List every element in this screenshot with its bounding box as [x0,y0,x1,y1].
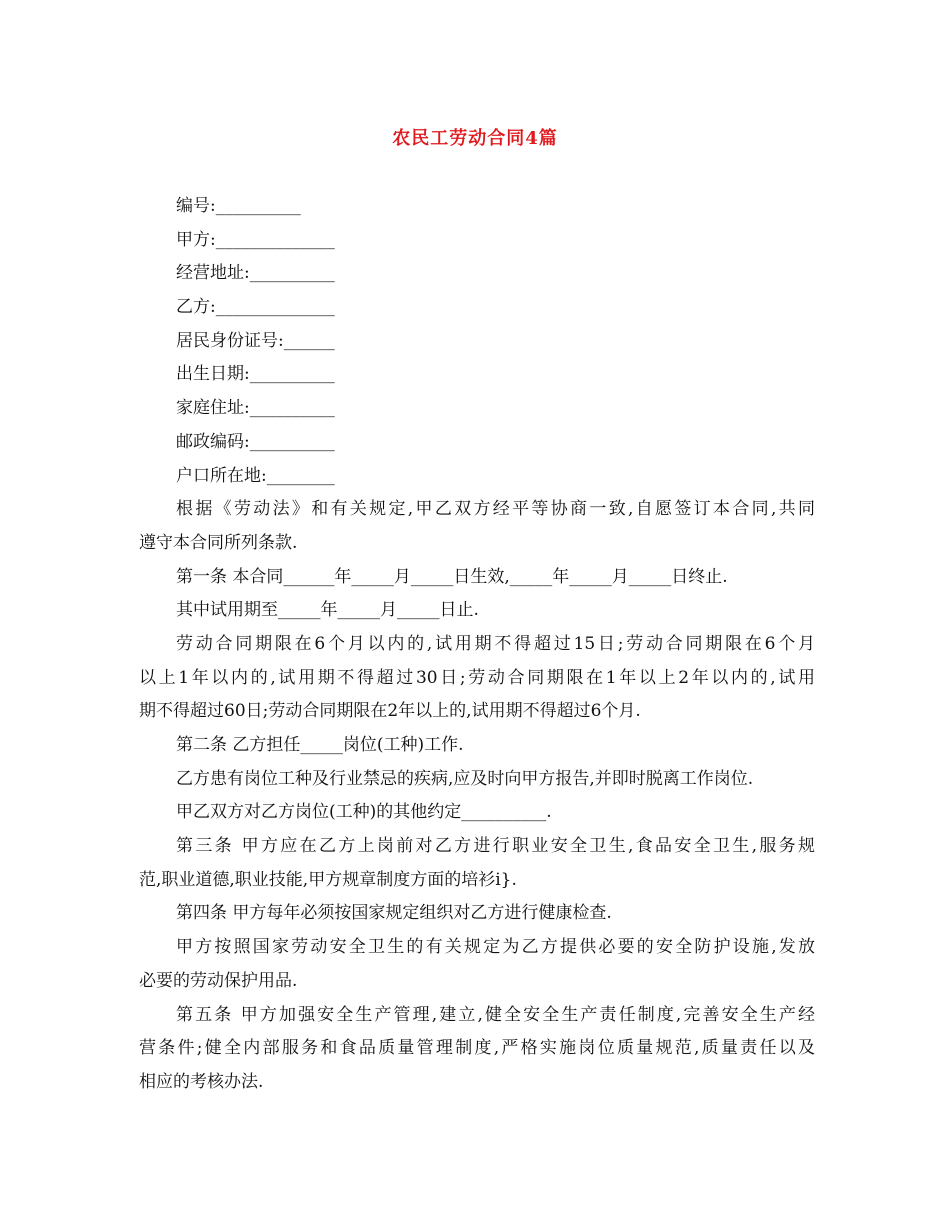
field-home-address: 家庭住址:__________ [176,398,335,419]
article-1-line: 第一条 本合同______年_____月_____日生效,_____年_____月_____日终止. [176,566,728,587]
paragraph-line: 其中试用期至_____年_____月_____日止. [176,600,479,621]
field-id-number: 居民身份证号:______ [176,330,335,351]
paragraph-line: 以上1年以内的,试用期不得超过30日;劳动合同期限在1年以上2年以内的,试用 [139,667,815,688]
field-birth-date: 出生日期:__________ [176,364,335,385]
paragraph-line: 甲乙双方对乙方岗位(工种)的其他约定__________. [176,802,552,823]
field-postal-code: 邮政编码:__________ [176,431,335,452]
article-5-line: 第五条 甲方加强安全生产管理,建立,健全安全生产责任制度,完善安全生产经 [176,1004,815,1025]
field-party-a: 甲方:______________ [176,229,335,250]
field-household-registration: 户口所在地:________ [176,465,335,486]
document-title: 农民工劳动合同4篇 [392,128,558,149]
article-4-line: 第四条 甲方每年必须按国家规定组织对乙方进行健康检查. [176,903,612,924]
article-2-line: 第二条 乙方担任_____岗位(工种)工作. [176,735,464,755]
field-business-address: 经营地址:__________ [176,263,335,284]
paragraph-line: 根据《劳动法》和有关规定,甲乙双方经平等协商一致,自愿签订本合同,共同 [176,499,815,520]
paragraph-line: 遵守本合同所列条款. [139,532,298,553]
paragraph-line: 期不得超过60日;劳动合同期限在2年以上的,试用期不得超过6个月. [139,701,641,722]
paragraph-line: 甲方按照国家劳动安全卫生的有关规定为乙方提供必要的安全防护设施,发放 [176,937,815,958]
field-serial-number: 编号:__________ [176,196,301,216]
paragraph-line: 营条件;健全内部服务和食品质量管理制度,严格实施岗位质量规范,质量责任以及 [139,1038,815,1059]
paragraph-line: 乙方患有岗位工种及行业禁忌的疾病,应及时向甲方报告,并即时脱离工作岗位. [176,768,754,789]
paragraph-line: 范,职业道德,职业技能,甲方规章制度方面的培衫i}. [139,869,517,890]
paragraph-line: 劳动合同期限在6个月以内的,试用期不得超过15日;劳动合同期限在6个月 [176,633,815,654]
paragraph-line: 相应的考核办法. [139,1071,264,1092]
paragraph-line: 必要的劳动保护用品. [139,970,298,991]
field-party-b: 乙方:______________ [176,297,335,318]
article-3-line: 第三条 甲方应在乙方上岗前对乙方进行职业安全卫生,食品安全卫生,服务规 [176,836,815,857]
document-body [139,190,815,1100]
